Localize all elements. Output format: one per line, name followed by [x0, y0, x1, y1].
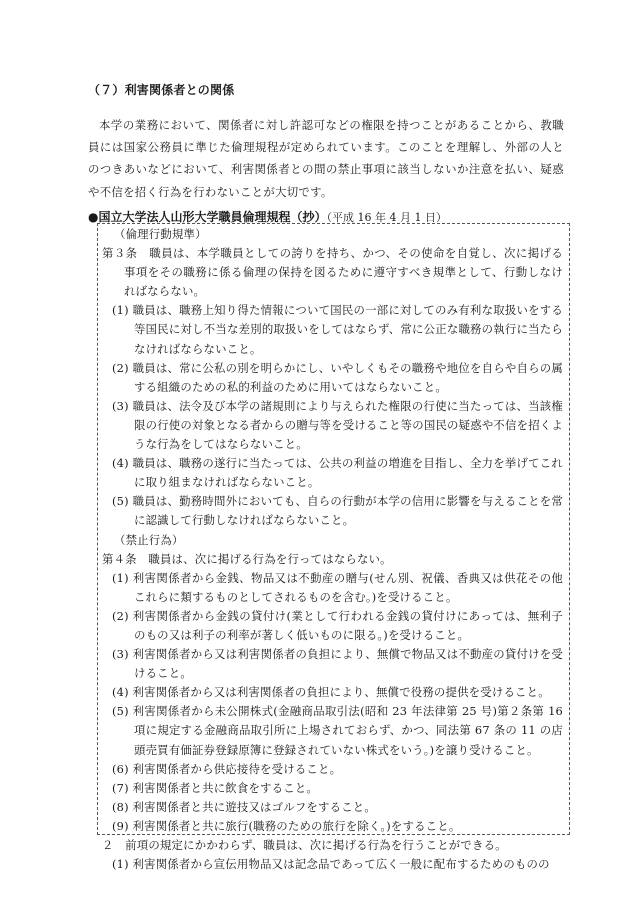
article-4-item: (2) 利害関係者から金銭の貸付け(業として行われる金銭の貸付けにあっては、無利子のもの又は利子の利率が著しく低いものに限る。)を受けること。: [112, 608, 563, 642]
article-4-item: (4) 利害関係者から又は利害関係者の負担により、無償で役務の提供を受けること。: [112, 685, 550, 700]
rules-date: （平成 16 年 4 月 1 日）: [326, 211, 447, 224]
article-4: 第４条 職員は、次に掲げる行為を行ってはならない。: [102, 551, 392, 566]
article-3-item: (1) 職員は、職務上知り得た情報について国民の一部に対してのみ有利な取扱いをする等国民に対し不当な差別的取扱いをしてはならず、常に公正な職務の執行に当たらなければならないこと。: [112, 303, 563, 356]
article-3-item: (4) 職員は、職務の遂行に当たっては、公共の利益の増進を目指し、全力を挙げてこれに取り組まなければならないこと。: [112, 456, 563, 490]
article-4-item: (7) 利害関係者と共に飲食をすること。: [112, 780, 319, 795]
section-heading: （７）利害関係者との関係: [88, 83, 235, 97]
article-3-item: (5) 職員は、勤務時間外においても、自らの行動が本学の信用に影響を与えることを常に認識して行動しなければならないこと。: [112, 494, 563, 528]
article-3-item: (2) 職員は、常に公私の別を明らかにし、いやしくもその職務や地位を自らや自らの属する組織のための私的利益のために用いてはならないこと。: [112, 360, 563, 394]
rules-body: [102, 225, 563, 874]
paragraph-2: ２ 前項の規定にかかわらず、職員は、次に掲げる行為を行うことができる。: [102, 838, 507, 852]
section-label-prohibited: （禁止行為）: [114, 532, 184, 547]
paragraph-2-item: (1) 利害関係者から宣伝用物品又は記念品であって広く一般に配布するためのものの: [112, 857, 550, 872]
rules-title: ●国立大学法人山形大学職員倫理規程（抄）: [88, 210, 327, 224]
intro-paragraph: 本学の業務において、関係者に対し許認可などの権限を持つことがあることから、教職員には国家公務員に準じた倫理規程が定められています。このことを理解し、外部の人とのつきあいなどにおいて、利害関係者との間の禁止事項に該当しないか注意を払い、疑惑や不信を招く行為を行わないことが大切です。: [88, 118, 564, 199]
article-4-item: (9) 利害関係者と共に旅行(職務のための旅行を除く。)をすること。: [112, 818, 461, 833]
article-4-item: (8) 利害関係者と共に遊技又はゴルフをすること。: [112, 799, 376, 814]
article-4-item: (1) 利害関係者から金銭、物品又は不動産の贈与(せん別、祝儀、香典又は供花その他これらに類するものとしてされるものを含む。)を受けること。: [112, 570, 563, 604]
section-label-ethics: （倫理行動規準）: [114, 227, 207, 241]
article-4-item: (5) 利害関係者から未公開株式(金融商品取引法(昭和 23 年法律第 25 号)第２条第 16 項に規定する金融商品取引所に上場されておらず、かつ、同法第 67 条の 11 の店頭売買有価証券登録原簿に登録されていない株式をいう。)を譲り受けること。: [112, 704, 563, 757]
article-4-item: (6) 利害関係者から供応接待を受けること。: [112, 761, 342, 776]
article-3-item: (3) 職員は、法令及び本学の諸規則により与えられた権限の行使に当たっては、当該権限の行使の対象となる者からの贈与等を受けること等の国民の疑惑や不信を招くような行為をしてはならないこと。: [112, 398, 563, 452]
article-4-item: (3) 利害関係者から又は利害関係者の負担により、無償で物品又は不動産の貸付けを受けること。: [112, 647, 563, 681]
article-3: 第３条 職員は、本学職員としての誇りを持ち、かつ、その使命を自覚し、次に掲げる事項をその職務に係る倫理の保持を図るために遵守すべき規準として、行動しなければならない。: [102, 246, 563, 299]
